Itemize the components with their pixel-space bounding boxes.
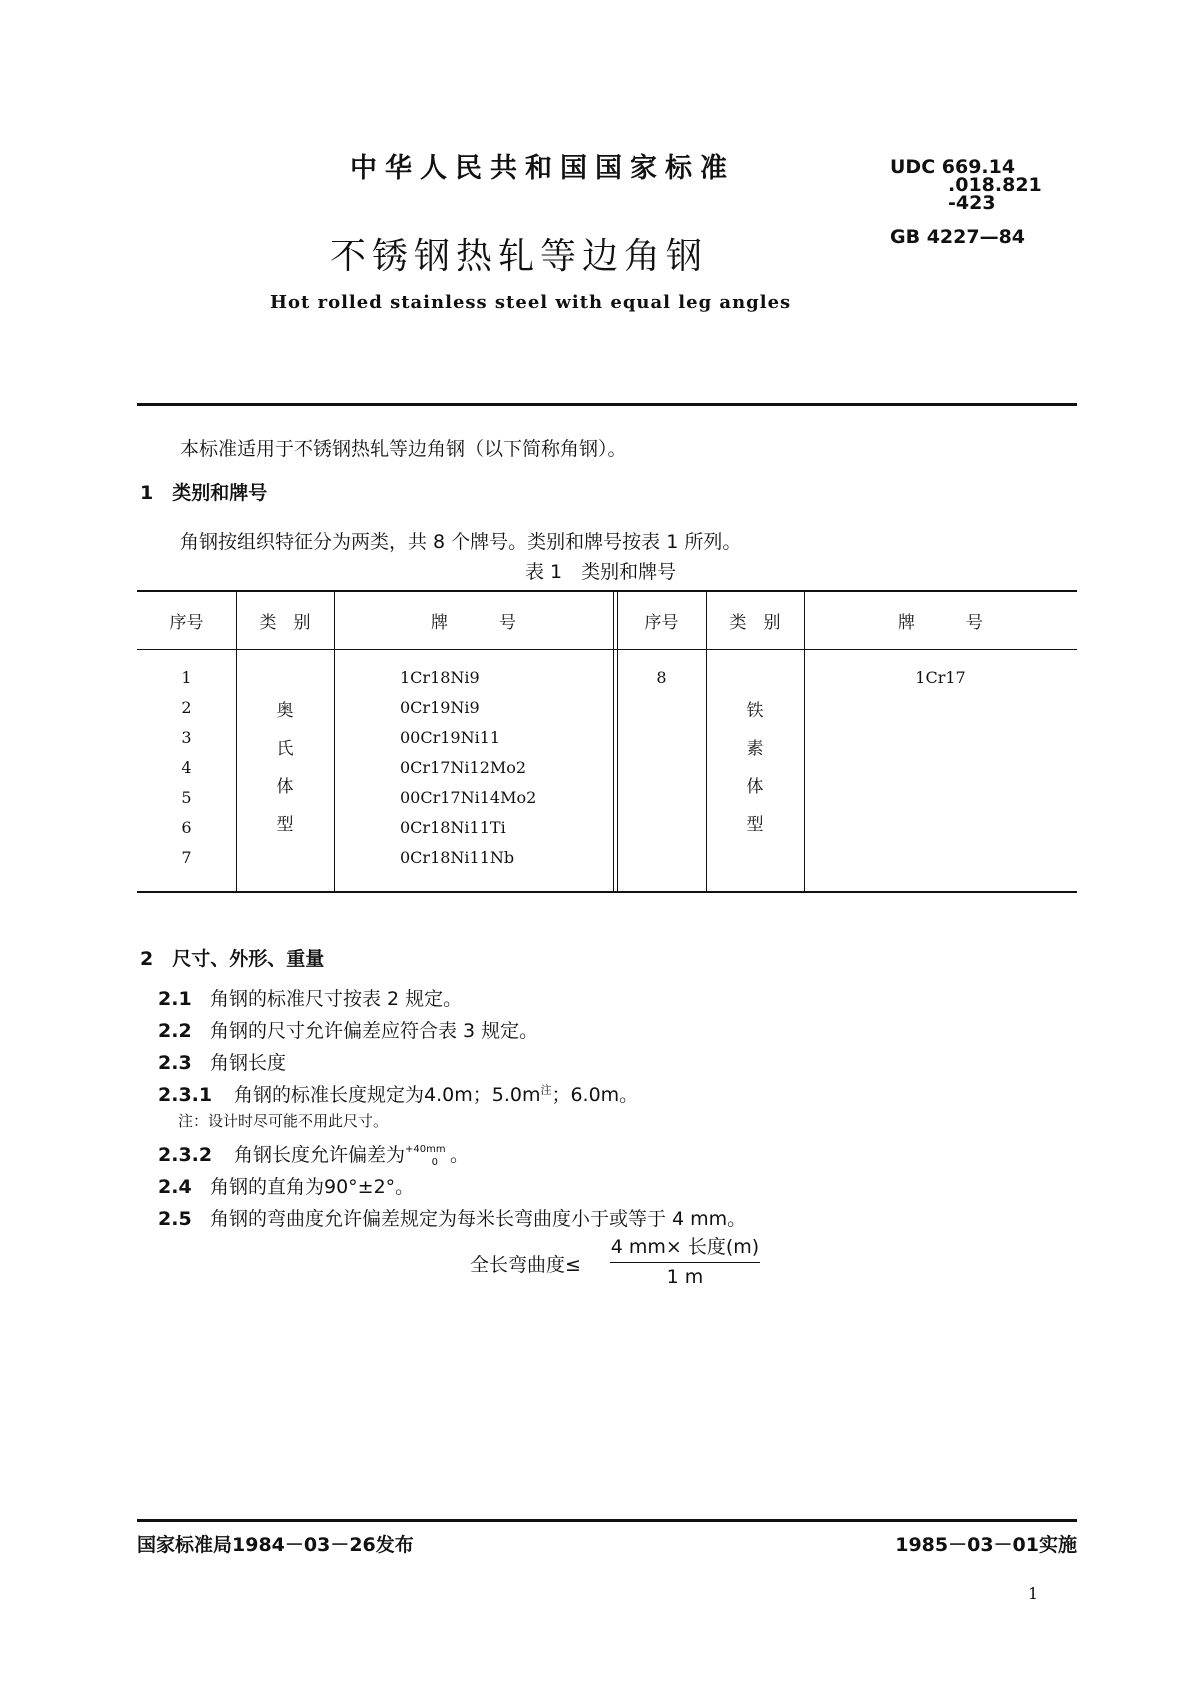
clause-number: 2.3.1 xyxy=(158,1084,213,1106)
intro-paragraph: 本标准适用于不锈钢热轧等边角钢（以下简称角钢）。 xyxy=(180,438,627,460)
seq-cell: 2 xyxy=(181,698,192,717)
issue-date: 国家标准局1984－03－26发布 xyxy=(137,1534,414,1556)
table-1-caption: 表 1 类别和牌号 xyxy=(525,561,677,583)
top-rule xyxy=(137,403,1077,406)
page-number: 1 xyxy=(1028,1584,1039,1603)
category-char: 体 xyxy=(276,777,294,797)
seq-cell: 7 xyxy=(181,848,192,867)
clause-text: 角钢的标准尺寸按表 2 规定。 xyxy=(210,988,463,1010)
clause-2-5 xyxy=(158,1204,746,1231)
grade-cell: 0Cr17Ni12Mo2 xyxy=(400,758,527,777)
table-col-divider xyxy=(236,590,237,893)
category-char: 体 xyxy=(746,777,764,797)
table-col-divider xyxy=(613,590,614,893)
clause-2-3-1 xyxy=(158,1080,638,1107)
effective-date: 1985－03－01实施 xyxy=(895,1534,1077,1556)
category-char: 型 xyxy=(746,815,764,835)
table-col-divider xyxy=(617,590,618,893)
tolerance-lower: 0 xyxy=(431,1157,438,1168)
seq-cell: 6 xyxy=(181,818,192,837)
category-austenitic xyxy=(273,692,297,844)
clause-text-a: 角钢的标准长度规定为4.0m；5.0m xyxy=(234,1084,541,1106)
udc-line-3: -423 xyxy=(948,192,996,214)
gb-code: GB 4227—84 xyxy=(890,226,1026,248)
section-1-heading: 1 类别和牌号 xyxy=(140,482,268,504)
note-text: 注：设计时尽可能不用此尺寸。 xyxy=(178,1112,389,1130)
category-ferritic xyxy=(743,692,767,844)
table-top-rule xyxy=(137,590,1077,592)
clause-text: 角钢的弯曲度允许偏差规定为每米长弯曲度小于或等于 4 mm。 xyxy=(210,1208,747,1230)
clause-number: 2.1 xyxy=(158,988,192,1010)
seq-cell: 8 xyxy=(656,668,667,687)
seq-cell: 1 xyxy=(181,668,192,687)
category-char: 氏 xyxy=(276,739,294,759)
category-char: 素 xyxy=(746,739,764,759)
header-seq-right: 序号 xyxy=(644,613,679,633)
note-marker: 注 xyxy=(540,1083,552,1097)
category-char: 型 xyxy=(276,815,294,835)
bottom-rule xyxy=(137,1519,1077,1522)
grade-cell: 0Cr18Ni11Ti xyxy=(400,818,506,837)
clause-number: 2.3.2 xyxy=(158,1144,213,1166)
clause-2-3 xyxy=(158,1048,286,1075)
udc-line-2: .018.821 xyxy=(948,174,1042,196)
clause-number: 2.2 xyxy=(158,1020,192,1042)
seq-cell: 4 xyxy=(181,758,192,777)
clause-2-4 xyxy=(158,1172,414,1199)
category-char: 奥 xyxy=(276,701,294,721)
grade-cell: 00Cr19Ni11 xyxy=(400,728,501,747)
clause-number: 2.5 xyxy=(158,1208,192,1230)
section-2-heading: 2 尺寸、外形、重量 xyxy=(140,948,325,970)
clause-number: 2.3 xyxy=(158,1052,192,1074)
grade-cell: 1Cr18Ni9 xyxy=(400,668,480,687)
formula-numerator: 4 mm× 长度(m) xyxy=(610,1232,760,1263)
category-char: 铁 xyxy=(746,701,764,721)
clause-text: 角钢的尺寸允许偏差应符合表 3 规定。 xyxy=(210,1020,539,1042)
grade-cell: 1Cr17 xyxy=(915,668,966,687)
table-col-divider xyxy=(706,590,707,893)
clause-text: 角钢长度 xyxy=(210,1052,287,1074)
table-bottom-rule xyxy=(137,891,1077,893)
tolerance-upper: +40mm xyxy=(405,1144,446,1155)
clause-2-3-2 xyxy=(158,1140,469,1167)
clause-2-2 xyxy=(158,1016,538,1043)
udc-line-1: UDC 669.14 xyxy=(890,156,1016,178)
formula-lhs: 全长弯曲度≤ xyxy=(470,1254,581,1276)
seq-cell: 3 xyxy=(181,728,192,747)
clause-text: 角钢的直角为90°±2°。 xyxy=(210,1176,415,1198)
grade-cell: 0Cr18Ni11Nb xyxy=(400,848,515,867)
clause-text: 角钢长度允许偏差为 xyxy=(234,1144,406,1166)
header-grade-right: 牌 号 xyxy=(898,613,983,633)
clause-text-b: ；6.0m。 xyxy=(551,1084,639,1106)
table-col-divider xyxy=(804,590,805,893)
clause-2-1 xyxy=(158,984,462,1011)
udc-code xyxy=(890,158,1042,212)
seq-cell: 5 xyxy=(181,788,192,807)
section-1-body: 角钢按组织特征分为两类，共 8 个牌号。类别和牌号按表 1 所列。 xyxy=(180,531,742,553)
header-grade-left: 牌 号 xyxy=(431,613,516,633)
header-category-right: 类 别 xyxy=(729,613,781,633)
clause-number: 2.4 xyxy=(158,1176,192,1198)
header-category-left: 类 别 xyxy=(259,613,311,633)
grade-cell: 0Cr19Ni9 xyxy=(400,698,480,717)
table-col-divider xyxy=(334,590,335,893)
clause-end: 。 xyxy=(449,1144,469,1166)
page-title: 不锈钢热轧等边角钢 xyxy=(330,236,709,277)
grade-cell: 00Cr17Ni14Mo2 xyxy=(400,788,537,807)
formula-denominator: 1 m xyxy=(666,1266,704,1288)
header-seq-left: 序号 xyxy=(169,613,204,633)
standard-type: 中华人民共和国国家标准 xyxy=(350,153,735,184)
table-header-rule xyxy=(137,649,1077,650)
page-title-en: Hot rolled stainless steel with equal leg angles xyxy=(270,292,792,313)
